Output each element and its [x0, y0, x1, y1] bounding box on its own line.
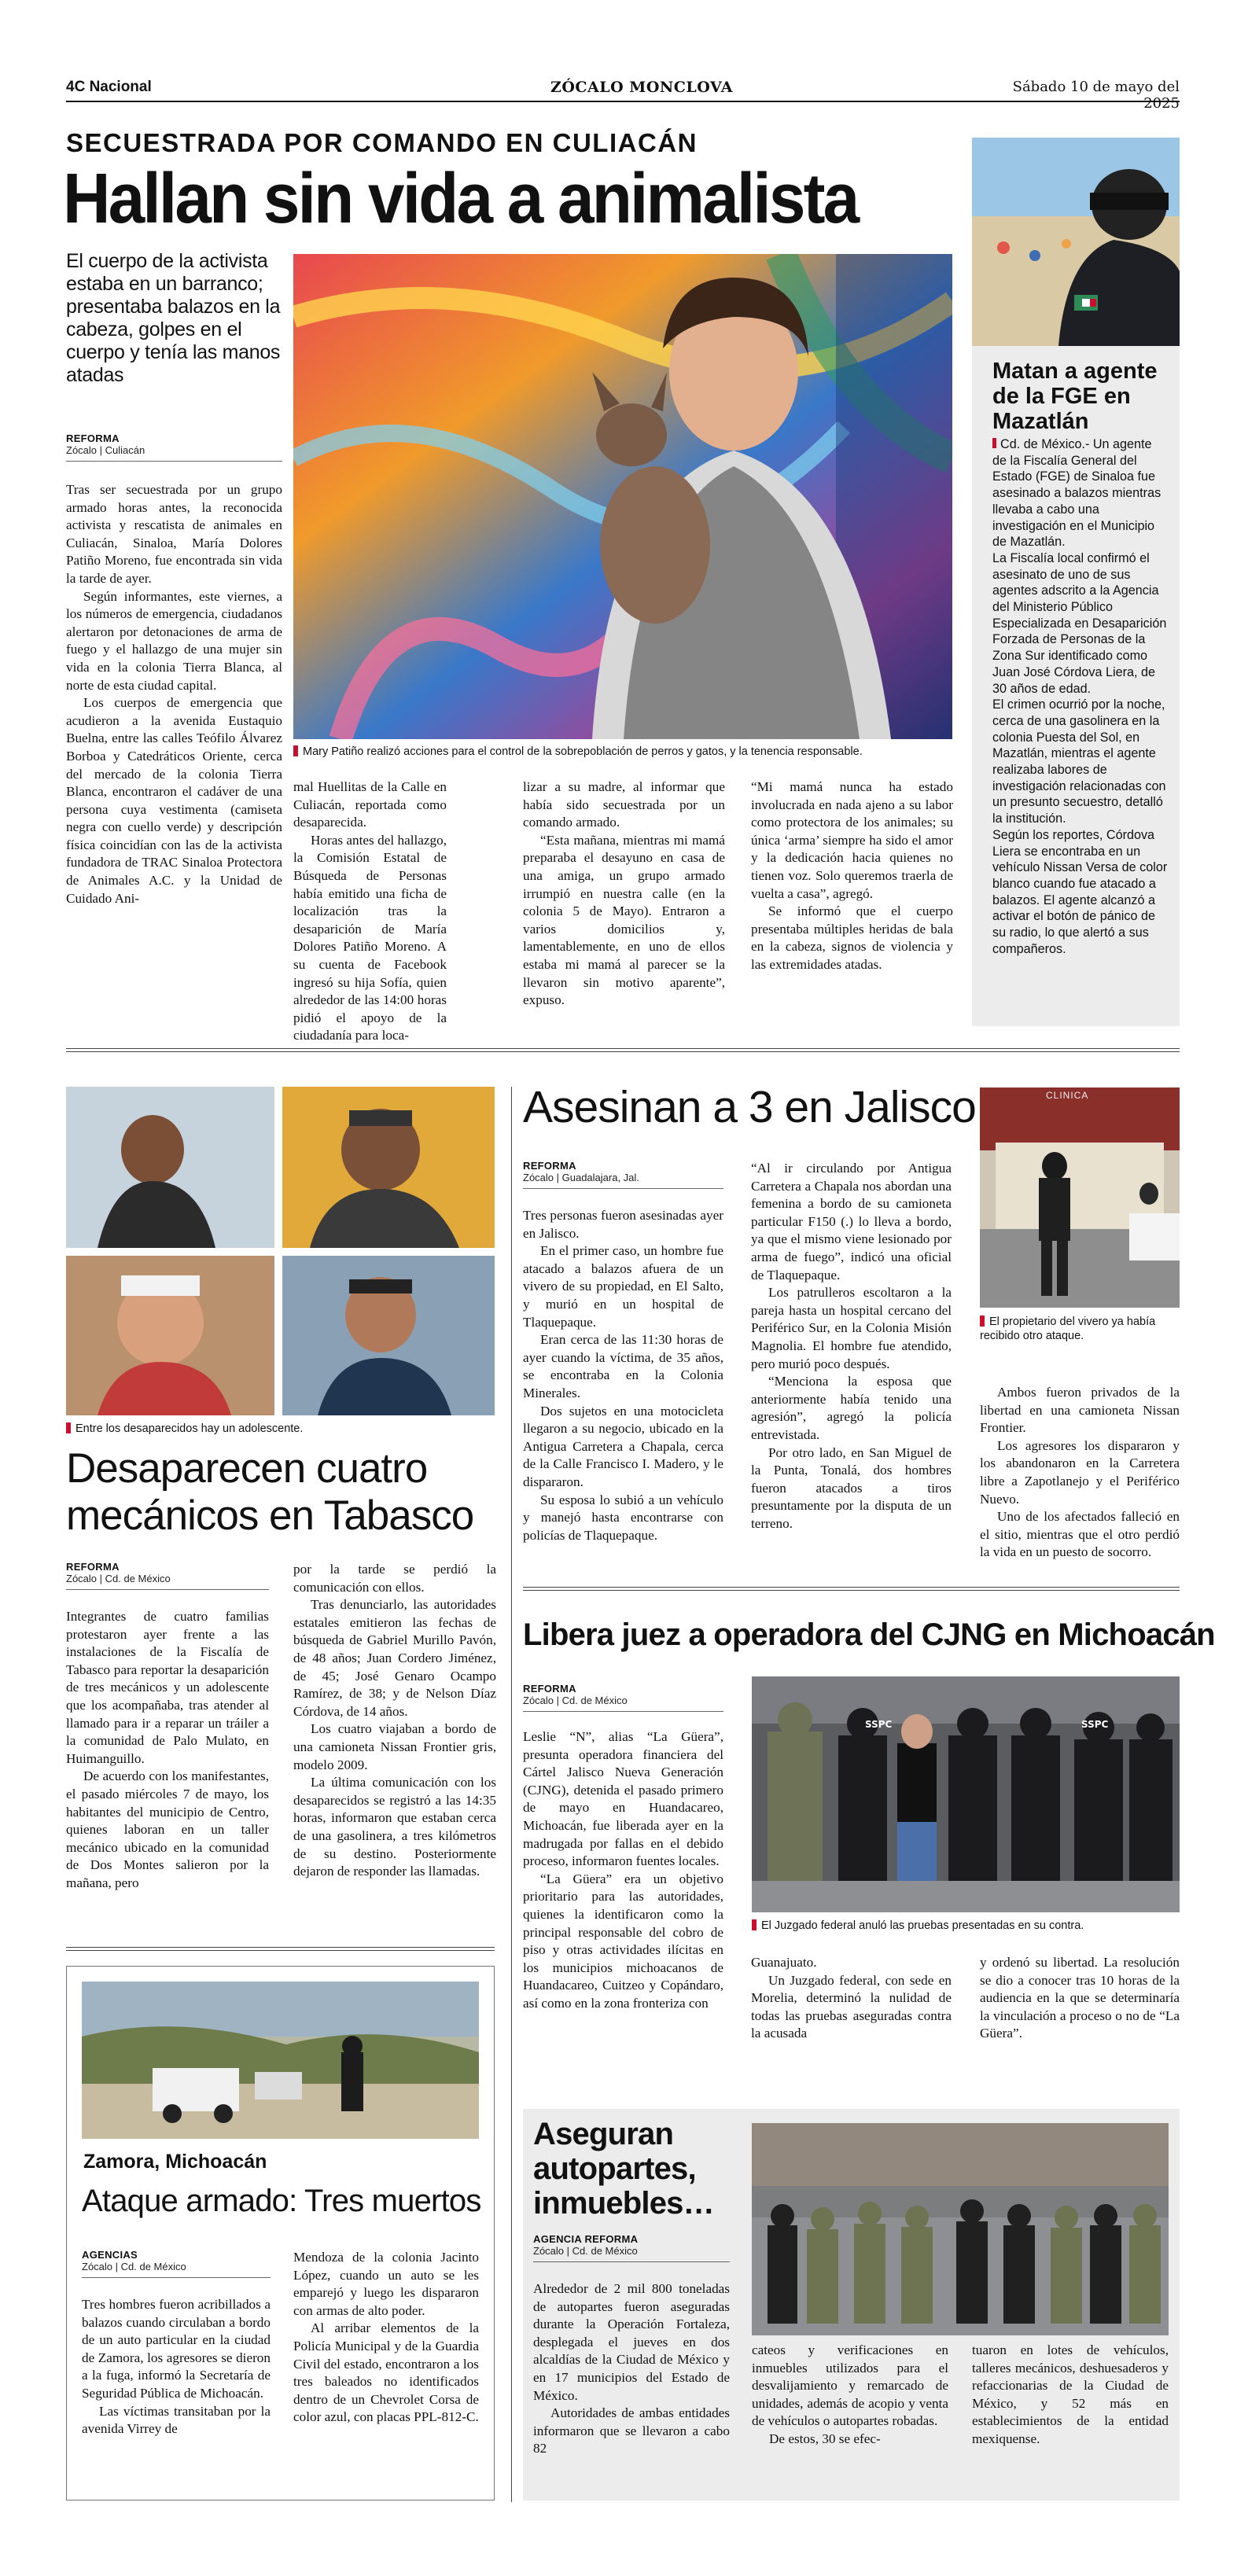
paragraph: Tres personas fueron asesinadas ayer en Jalisco.	[523, 1208, 723, 1241]
autopartes-agency: AGENCIA REFORMA	[533, 2233, 639, 2245]
lead-col1	[66, 481, 282, 907]
paragraph: mal Huellitas de la Calle en Culiacán, reportada como desaparecida.	[293, 779, 447, 830]
autopartes-col1	[533, 2280, 730, 2458]
paragraph: La Fiscalía local confirmó el asesinato de uno de sus agentes adscrito a la Agencia del Ministerio Público Especializada en Desaparición Forzada de Personas de la Zona Sur identificado como Juan José Córdova Liera, de 30 años de edad.	[992, 550, 1167, 696]
paragraph: por la tarde se perdió la comunicación con ellos.	[293, 1562, 496, 1595]
paragraph: Leslie “N”, alias “La Güera”, presunta operadora financiera del Cártel Jalisco Nueva Generación (CJNG), detenida el pasado primero de mayo en Huandacareo, Michoacán, fue liberada ayer en la madrugada por fallas en el debido proceso, informaron fuentes locales.	[523, 1729, 723, 1869]
zamora-location: Zamora, Michoacán	[83, 2151, 267, 2173]
jalisco-agency: REFORMA	[523, 1160, 576, 1172]
cjng-col2	[751, 1954, 952, 2043]
lead-col4	[751, 778, 953, 974]
tabasco-place: Zócalo | Cd. de México	[66, 1573, 269, 1590]
paragraph: y ordenó su libertad. La resolución se dio a conocer tras 10 horas de la audiencia en la que se determinaría la vinculación a proceso o no de “La Güera”.	[980, 1955, 1180, 2041]
paragraph: Dos sujetos en una motocicleta llegaron a su negocio, ubicado en la Antigua Carretera a Chapala, cerca de la Calle Francisco I. Madero, y le dispararon.	[523, 1403, 723, 1489]
tabasco-photo-caption: Entre los desaparecidos hay un adolescente.	[66, 1422, 495, 1436]
autopartes-col3	[972, 2342, 1169, 2449]
paragraph: Ambos fueron privados de la libertad en una camioneta Nissan Frontier.	[980, 1385, 1180, 1436]
paragraph: “Menciona la esposa que anteriormente había tenido una agresión”, agregó la policía entrevistada.	[751, 1374, 952, 1442]
cjng-agency: REFORMA	[523, 1683, 576, 1695]
paragraph: Guanajuato.	[751, 1955, 817, 1970]
zamora-headline: Ataque armado: Tres muertos	[82, 2184, 481, 2218]
lead-headline: Hallan sin vida a animalista	[63, 160, 858, 238]
tabasco-headline: Desaparecen cuatro mecánicos en Tabasco	[66, 1445, 474, 1539]
jalisco-col3	[980, 1384, 1180, 1562]
cjng-col3	[980, 1954, 1180, 2043]
paragraph: Los cuatro viajaban a bordo de una camioneta Nissan Frontier gris, modelo 2009.	[293, 1721, 496, 1772]
activist-photo	[293, 254, 952, 739]
section-divider	[66, 1947, 495, 1951]
paragraph: La última comunicación con los desaparecidos se registró a las 14:35 horas, informaron que estaban cerca de una gasolinera, a tres kilómetros de su destino. Posteriormente dejaron de responder las llamadas.	[293, 1775, 496, 1879]
lead-photo-caption: Mary Patiño realizó acciones para el control de la sobrepoblación de perros y gatos, y la tenencia responsable.	[293, 745, 952, 759]
paragraph: Los agresores los dispararon y los abandonaron en la Carretera libre a Zapotlanejo y el Periférico Nuevo.	[980, 1437, 1180, 1507]
paragraph: Integrantes de cuatro familias protestaron ayer frente a las instalaciones de la Fiscalía de Tabasco para reportar la desaparición de tres mecánicos y un adolescente que los acompañaba, tras atender al llamado para ir a reparar un tráiler a la comunidad de Palo Mulato, en Huimanguillo.	[66, 1609, 269, 1766]
tabasco-credit	[66, 1561, 269, 1598]
issue-date: Sábado 10 de mayo del 2025	[1012, 79, 1180, 112]
paragraph: cateos y verificaciones en inmuebles utilizados para el desvalijamiento y remarcado de unidades, además de acopio y venta de vehículos o autopartes robadas.	[752, 2342, 948, 2429]
clinic-photo	[980, 1087, 1180, 1308]
jalisco-credit	[523, 1160, 723, 1197]
paragraph: Horas antes del hallazgo, la Comisión Estatal de Búsqueda de Personas había emitido una ficha de localización tras la desaparición de María Dolores Patiño Moreno. A su cuenta de Facebook ingresó su hija Sofía, quien alrededor de las 14:00 horas pidió el apoyo de la ciudadanía para loca-	[293, 832, 447, 1043]
jalisco-headline: Asesinan a 3 en Jalisco	[523, 1082, 976, 1132]
missing-mechanics-photo	[66, 1087, 495, 1415]
paragraph: De estos, 30 se efec-	[769, 2431, 881, 2446]
paragraph: Tras ser secuestrada por un grupo armado horas antes, la reconocida activista y rescatista de animales en Culiacán, Sinaloa, María Dolores Patiño Moreno, fue encontrada sin vida la tarde de ayer.	[66, 482, 282, 586]
paragraph: El crimen ocurrió por la noche, cerca de una gasolinera en la colonia Puesta del Sol, en Mazatlán, mientras el agente realizaba labores de investigación relacionadas con un presunto secuestro, detalló la institución.	[992, 697, 1166, 826]
jalisco-photo-caption: El propietario del vivero ya había recibido otro ataque.	[980, 1316, 1156, 1342]
zamora-credit	[82, 2249, 271, 2286]
lead-kicker: SECUESTRADA POR COMANDO EN CULIACÁN	[66, 128, 698, 157]
section-label: 4C Nacional	[66, 79, 152, 95]
paragraph: Autoridades de ambas entidades informaron que se llevaron a cabo 82	[533, 2405, 730, 2456]
lead-col3	[523, 778, 725, 1010]
caption-marker	[980, 1316, 985, 1327]
paragraph: Eran cerca de las 11:30 horas de ayer cuando la víctima, de 35 años, se encontraba en la Colonia Minerales.	[523, 1332, 723, 1400]
fge-headline: Matan a agente de la FGE en Mazatlán	[992, 359, 1158, 434]
jalisco-place: Zócalo | Guadalajara, Jal.	[523, 1172, 723, 1189]
paragraph: Los cuerpos de emergencia que acudieron a la avenida Eustaquio Buelna, entre las calles Teófilo Álvarez Borboa y Catedráticos Oriente, cerca del mercado de la colonia Tierra Blanca, encontraron el cadáver de una persona cuya vestimenta (camiseta negra con cuello verde) y descripción física coincidían con las de la activista fundadora de TRAC Sinaloa Protectora de Animales A.C. y la Unidad de Cuidado Ani-	[66, 695, 282, 906]
paragraph: Cd. de México.- Un agente de la Fiscalía General del Estado (FGE) de Sinaloa fue asesinado a balazos mientras llevaba a cabo una investigación en el Municipio de Mazatlán.	[992, 437, 1161, 550]
tabasco-agency: REFORMA	[66, 1561, 120, 1573]
paragraph: lizar a su madre, al informar que había sido secuestrada por un comando armado.	[523, 779, 725, 830]
paragraph: Un Juzgado federal, con sede en Morelia, determinó la nulidad de todas las pruebas aseguradas contra la acusada	[751, 1972, 952, 2041]
lead-credit	[66, 432, 282, 469]
jalisco-col2	[751, 1160, 952, 1533]
paragraph: Uno de los afectados falleció en el sitio, mientras que el otro perdió la vida en un puesto de socorro.	[980, 1509, 1180, 1560]
section-divider	[523, 1587, 1180, 1591]
paragraph: Tras denunciarlo, las autoridades estatales emitieron las fechas de búsqueda de Gabriel Murillo Pavón, de 48 años; Juan Cordero Jiménez, de 45; José Genaro Ocampo Ramírez, de 38; y de Nelson Díaz Córdova, de 14 años.	[293, 1597, 496, 1719]
agent-photo	[972, 138, 1180, 346]
column-divider	[511, 1087, 512, 2502]
paragraph: Según los reportes, Córdova Liera se encontraba en un vehículo Nissan Versa de color blanco cuando fue atacado a balazos. El agente alcanzó a activar el botón de pánico de su radio, lo que alertó a sus compañeros.	[992, 827, 1168, 956]
clinic-sign: CLINICA	[1046, 1090, 1089, 1101]
header-rule	[66, 101, 1180, 102]
paragraph: Al arribar elementos de la Policía Municipal y de la Guardia Civil del estado, encontraron a los tres baleados no identificados dentro de un Chevrolet Corsa de color azul, con placas PPL-812-C.	[293, 2320, 479, 2425]
paragraph: Los patrulleros escoltaron a la pareja hasta un hospital cercano del Periférico Sur, en la Colonia Misión Magnolia. El hombre fue atendido, pero murió poco después.	[751, 1285, 952, 1371]
cjng-photo-caption: El Juzgado federal anuló las pruebas presentadas en su contra.	[752, 1919, 1180, 1933]
cjng-credit	[523, 1683, 723, 1720]
autopartes-place: Zócalo | Cd. de México	[533, 2245, 730, 2262]
paragraph: Mendoza de la colonia Jacinto López, cuando un auto se les emparejó y luego les dispararon con armas de alto poder.	[293, 2250, 479, 2318]
autopartes-headline: Aseguran autopartes, inmuebles…	[533, 2117, 714, 2221]
paragraph: “Esta mañana, mientras mi mamá preparaba el desayuno en casa de una amiga, un grupo armado irrumpió en nuestra calle (en la colonia 5 de Mayo). Entraron a varios domicilios y, lamentablemente, en uno de ellos estaba mi mamá al parecer se la llevaron sin motivo aparente”, expuso.	[523, 832, 725, 1008]
paragraph: Alrededor de 2 mil 800 toneladas de autopartes fueron aseguradas durante la Operación Fortaleza, desplegada el jueves en dos alcaldías de la Ciudad de México y en 17 municipios del Estado de México.	[533, 2281, 730, 2403]
lead-agency: REFORMA	[66, 432, 120, 444]
autopartes-col2	[752, 2342, 948, 2449]
caption-marker	[293, 745, 298, 756]
paragraph: “Al ir circulando por Antigua Carretera a Chapala nos abordan una femenina a bordo de su camioneta particular F150 (.) lo lleva a bordo, ya que el mismo viene lesionado por arma de fuego”, indicó una oficial de Tlaquepaque.	[751, 1161, 952, 1282]
lead-place: Zócalo | Culiacán	[66, 444, 282, 462]
cjng-headline: Libera juez a operadora del CJNG en Michoacán	[523, 1617, 1215, 1652]
fge-body	[992, 436, 1169, 958]
zamora-place: Zócalo | Cd. de México	[82, 2261, 271, 2278]
paragraph: tuaron en lotes de vehículos, talleres mecánicos, deshuesaderos y refaccionarias de la Ciudad de México, y 52 más en establecimientos de la entidad mexiquense.	[972, 2342, 1169, 2446]
jalisco-col1	[523, 1207, 723, 1544]
paragraph: “Mi mamá nunca ha estado involucrada en nada ajeno a su labor como protectora de los animales; su única ‘arma’ siempre ha sido el amor y la dedicación hacia quienes no tienen voz. Solo queremos traerla de vuelta a casa”, agregó.	[751, 779, 953, 901]
paragraph: En el primer caso, un hombre fue atacado a balazos afuera de un vivero de su propiedad, en El Salto, y murió en un hospital de Tlaquepaque.	[523, 1243, 723, 1330]
sspc-label: SSPC	[1081, 1719, 1109, 1730]
zamora-agency: AGENCIAS	[82, 2249, 138, 2261]
cjng-col1	[523, 1728, 723, 2013]
paragraph: Se informó que el cuerpo presentaba múltiples heridas de bala en la cabeza, signos de violencia y las extremidades atadas.	[751, 903, 953, 972]
paragraph: Según informantes, este viernes, a los números de emergencia, ciudadanos alertaron por detonaciones de arma de fuego y el hallazgo de una mujer sin vida en la colonia Tierra Blanca, al norte de esta ciudad capital.	[66, 588, 282, 693]
caption-marker	[66, 1422, 71, 1433]
caption-marker	[752, 1919, 757, 1930]
paragraph: Por otro lado, en San Miguel de la Punta, Tonalá, dos hombres fueron atacados a tiros presuntamente por la disputa de un terreno.	[751, 1444, 952, 1531]
crime-scene-photo	[82, 1982, 479, 2139]
paragraph: “La Güera” era un objetivo prioritario para las autoridades, quienes la identificaron como la principal responsable del cobro de piso y otras actividades ilícitas en los municipios michoacanos de Huandacareo, Cuitzeo y Copándaro, así como en la zona fronteriza con	[523, 1871, 723, 2011]
cjng-place: Zócalo | Cd. de México	[523, 1695, 723, 1712]
lead-col2	[293, 778, 447, 1045]
tabasco-col1	[66, 1608, 269, 1893]
zamora-col1	[82, 2296, 271, 2438]
paragraph: Tres hombres fueron acribillados a balazos cuando circulaban a bordo de un auto particular en la ciudad de Zamora, los agresores se dieron a la fuga, informó la Secretaría de Seguridad Pública de Michoacán.	[82, 2297, 271, 2401]
paragraph: Las víctimas transitaban por la avenida Virrey de	[82, 2403, 271, 2437]
sspc-label: SSPC	[865, 1719, 893, 1730]
lead-deck: El cuerpo de la activista estaba en un barranco; presentaba balazos en la cabeza, golpes en el cuerpo y tenía las manos atadas	[66, 250, 281, 386]
tabasco-col2	[293, 1561, 496, 1881]
section-divider	[66, 1048, 1180, 1052]
zamora-col2	[293, 2249, 479, 2427]
arrest-photo	[752, 1676, 1180, 1912]
operation-photo	[752, 2123, 1169, 2335]
newspaper-name: ZÓCALO MONCLOVA	[550, 79, 733, 96]
paragraph: De acuerdo con los manifestantes, el pasado miércoles 7 de mayo, los habitantes del municipio de Centro, quienes laboran en un taller mecánico ubicado en la comunidad de Dos Montes salieron por la mañana, pero	[66, 1768, 269, 1890]
paragraph: Su esposa lo subió a un vehículo y manejó hasta encontrarse con policías de Tlaquepaque.	[523, 1492, 723, 1543]
autopartes-credit	[533, 2233, 730, 2270]
